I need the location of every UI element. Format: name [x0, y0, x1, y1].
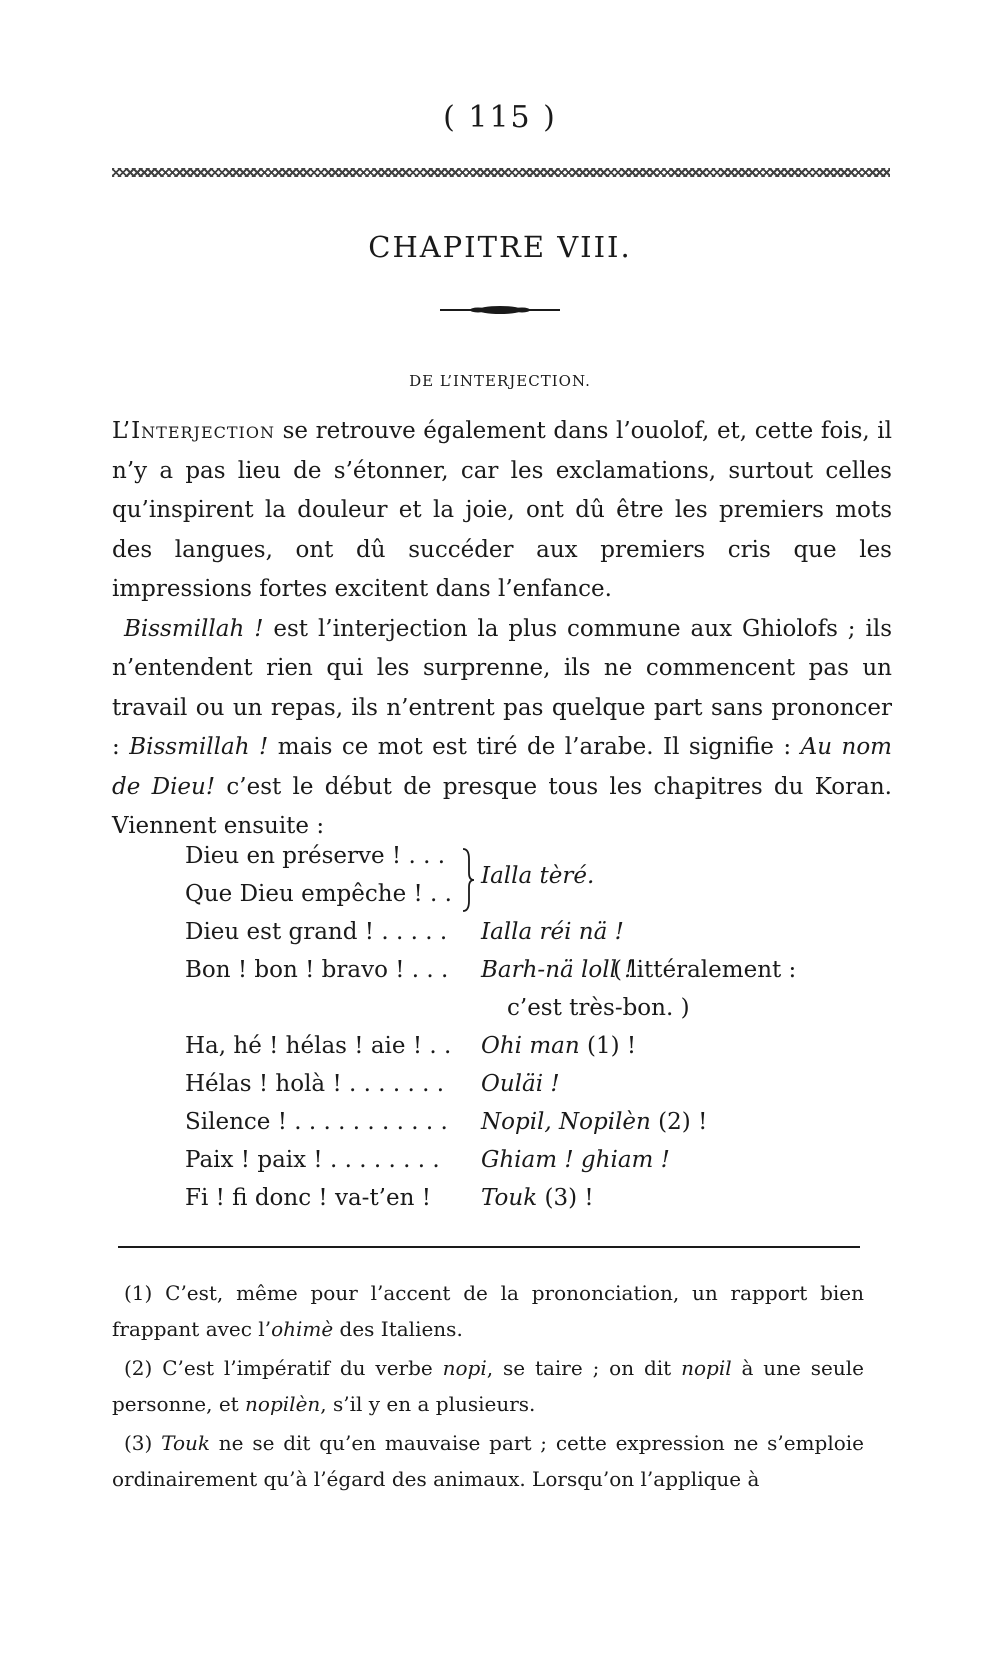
- footnote-text: , s’il y en a plusieurs.: [320, 1392, 536, 1416]
- footnote-text: C’est l’impératif du verbe: [152, 1356, 443, 1380]
- footnote-italic: Touk: [161, 1431, 210, 1455]
- paragraph-2: [112, 610, 892, 847]
- interjection-french: Dieu en préserve ! . . .: [185, 843, 446, 869]
- footnote-3: [112, 1425, 864, 1497]
- interjection-wolof-with-ref: [481, 1109, 707, 1135]
- interjection-note: ( littéralement :: [613, 957, 797, 983]
- interjection-french: Hélas ! holà ! . . . . . . .: [185, 1071, 445, 1097]
- interjection-french: Que Dieu empêche ! . .: [185, 881, 452, 907]
- chapter-title: CHAPITRE VIII.: [368, 230, 632, 264]
- interjection-row: [185, 1071, 885, 1109]
- interjection-wolof: Ghiam ! ghiam !: [481, 1147, 670, 1173]
- paragraph-2-text-3: c’est le début de presque tous les chapitres du Koran. Viennent ensuite :: [112, 773, 892, 839]
- paragraph-1-lead: L’Interjection: [112, 418, 275, 444]
- flourish-ornament: [440, 303, 560, 317]
- interjection-wolof: Barh-nä loll !: [481, 957, 634, 983]
- footnote-divider: [118, 1246, 860, 1248]
- interjection-french: Bon ! bon ! bravo ! . . .: [185, 957, 449, 983]
- footnote-2: [112, 1350, 864, 1422]
- footnotes: [112, 1275, 864, 1500]
- footnote-ref: (1) !: [579, 1033, 637, 1059]
- interjection-wolof: Ohi man: [481, 1033, 580, 1059]
- interjection-wolof: Nopil, Nopilèn: [481, 1109, 651, 1135]
- paragraph-2-italic-3: Au nom de Dieu!: [112, 734, 892, 800]
- footnote-number: (1): [124, 1281, 153, 1305]
- interjection-row: [185, 995, 885, 1033]
- footnote-text: , se taire ; on dit: [486, 1356, 682, 1380]
- section-heading: DE L’INTERJECTION.: [409, 372, 591, 390]
- interjection-french: Ha, hé ! hélas ! aie ! . .: [185, 1033, 452, 1059]
- interjection-wolof-with-ref: [481, 1033, 636, 1059]
- interjection-french: Silence ! . . . . . . . . . . .: [185, 1109, 448, 1135]
- page-number: ( 115 ): [443, 100, 557, 135]
- paragraph-2-italic-1: Bissmillah !: [124, 615, 264, 642]
- footnote-text: à une seule personne, et: [112, 1356, 864, 1416]
- interjection-wolof: Ialla réi nä !: [481, 919, 624, 945]
- ornamental-rule: [112, 168, 890, 177]
- footnote-text: ne se dit qu’en mauvaise part ; cette expression ne s’emploie ordinairement qu’à l’égard des animaux. Lorsqu’on l’applique à: [112, 1431, 864, 1491]
- footnote-number: (2): [124, 1356, 153, 1380]
- interjection-row: [185, 1109, 885, 1147]
- interjection-french: Fi ! fi donc ! va-t’en !: [185, 1185, 431, 1211]
- interjection-table: [185, 843, 885, 1223]
- brace-icon: [461, 847, 475, 913]
- footnote-number: (3): [124, 1431, 153, 1455]
- footnote-ref: (2) !: [650, 1109, 708, 1135]
- footnote-italic: nopi: [442, 1356, 487, 1380]
- interjection-wolof-with-ref: [481, 1185, 594, 1211]
- interjection-note: c’est très-bon. ): [507, 995, 690, 1021]
- interjection-wolof: Touk: [481, 1185, 538, 1211]
- footnote-text: des Italiens.: [333, 1317, 463, 1341]
- interjection-wolof: Ialla tèré.: [481, 863, 595, 889]
- interjection-french: Paix ! paix ! . . . . . . . .: [185, 1147, 440, 1173]
- footnote-text: C’est, même pour l’accent de la prononciation, un rapport bien frappant avec l’: [112, 1281, 864, 1341]
- footnote-1: [112, 1275, 864, 1347]
- interjection-row: [185, 957, 885, 995]
- footnote-ref: (3) !: [537, 1185, 594, 1211]
- interjection-french: Dieu est grand ! . . . . .: [185, 919, 448, 945]
- body-text: [112, 412, 892, 847]
- paragraph-2-text-2: mais ce mot est tiré de l’arabe. Il signifie :: [268, 734, 801, 760]
- footnote-italic: nopilèn: [245, 1392, 321, 1416]
- paragraph-2-italic-2: Bissmillah !: [129, 734, 269, 760]
- interjection-row: [185, 1033, 885, 1071]
- paragraph-1: [112, 412, 892, 610]
- paragraph-1-text: se retrouve également dans l’ouolof, et, cette fois, il n’y a pas lieu de s’étonner, car les exclamations, surtout celles qu’inspirent la douleur et la joie, ont dû être les premiers mots des langues, ont dû succéder aux premiers cris que les impressions fortes excitent dans l’enfance.: [112, 418, 892, 602]
- interjection-group: [185, 843, 885, 919]
- interjection-row: [185, 919, 885, 957]
- footnote-italic: nopil: [681, 1356, 732, 1380]
- paragraph-2-text-1: est l’interjection la plus commune aux Ghiolofs ; ils n’entendent rien qui les surprenne, ils ne commencent pas un travail ou un repas, ils n’entrent pas quelque part sans prononcer :: [112, 615, 892, 760]
- footnote-italic: ohimè: [271, 1317, 334, 1341]
- interjection-row: [185, 1185, 885, 1223]
- interjection-wolof: Ouläi !: [481, 1071, 560, 1097]
- interjection-row: [185, 1147, 885, 1185]
